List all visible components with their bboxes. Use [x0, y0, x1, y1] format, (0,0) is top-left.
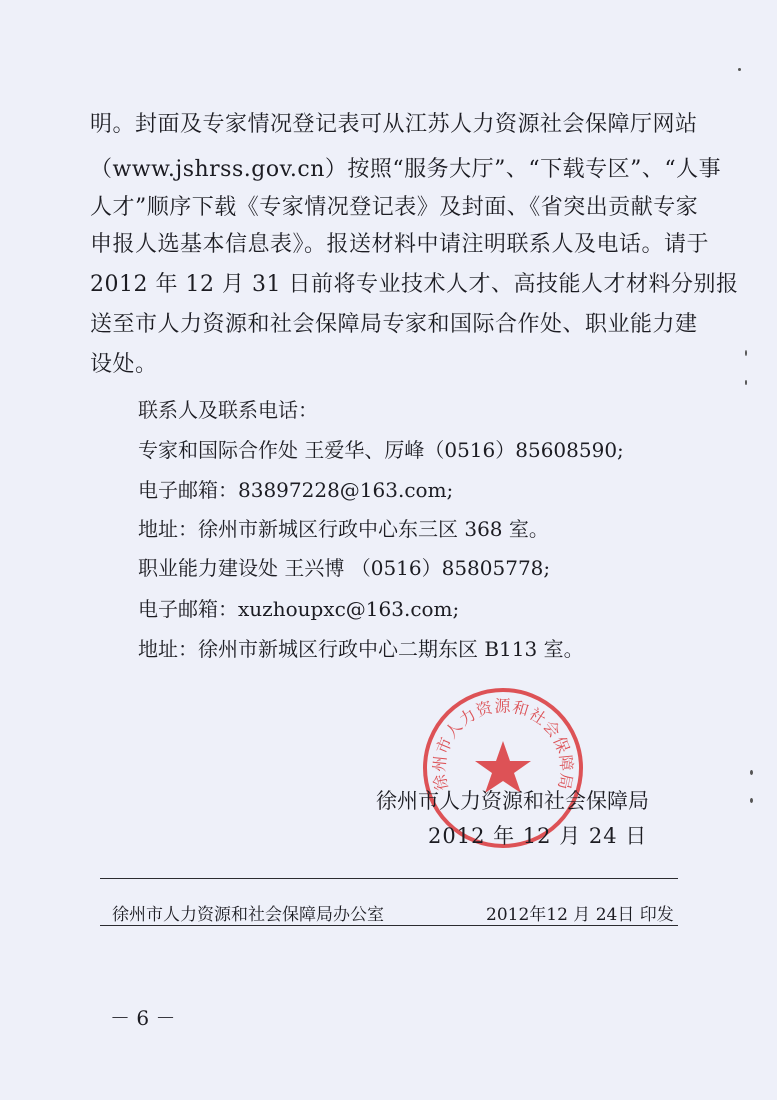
body-line-5: 2012 年 12 月 31 日前将专业技术人才、高技能人才材料分别报 [90, 272, 739, 297]
contact-line: 职业能力建设处 王兴博 （0516）85805778; [138, 556, 551, 580]
body-line-3: 人才”顺序下载《专家情况登记表》及封面、《省突出贡献专家 [90, 195, 699, 220]
body-line-2: （www.jshrss.gov.cn）按照“服务大厅”、“下载专区”、“人事 [90, 157, 722, 182]
scan-speck [745, 350, 747, 356]
footer-issue-date: 2012年12 月 24日 印发 [486, 905, 674, 925]
footer-issuer: 徐州市人力资源和社会保障局办公室 [112, 905, 384, 925]
signature-date: 2012 年 12 月 24 日 [428, 824, 648, 848]
body-line-4: 申报人选基本信息表》。报送材料中请注明联系人及电话。请于 [90, 232, 710, 257]
signature-org: 徐州市人力资源和社会保障局 [376, 789, 649, 813]
footer-top-rule [100, 878, 678, 879]
scan-speck [750, 798, 753, 803]
seal-text: 徐州市人力资源和社会保障局 [429, 696, 577, 793]
footer-bottom-rule [100, 925, 678, 926]
contact-line: 地址：徐州市新城区行政中心东三区 368 室。 [138, 517, 549, 541]
contact-line: 电子邮箱：83897228@163.com; [138, 478, 454, 502]
body-line-7: 设处。 [90, 352, 158, 377]
contacts-heading: 联系人及联系电话： [138, 398, 318, 422]
contact-line: 专家和国际合作处 王爱华、厉峰（0516）85608590; [138, 438, 624, 462]
contact-line: 地址：徐州市新城区行政中心二期东区 B113 室。 [138, 637, 584, 661]
contact-line: 电子邮箱：xuzhoupxc@163.com; [138, 597, 460, 621]
body-line-6: 送至市人力资源和社会保障局专家和国际合作处、职业能力建 [90, 312, 698, 337]
body-line-1: 明。封面及专家情况登记表可从江苏人力资源社会保障厅网站 [90, 112, 698, 137]
scan-speck [745, 380, 747, 385]
scan-speck [750, 770, 753, 775]
page-number: － 6 － [110, 1006, 176, 1030]
scan-speck [738, 68, 741, 71]
